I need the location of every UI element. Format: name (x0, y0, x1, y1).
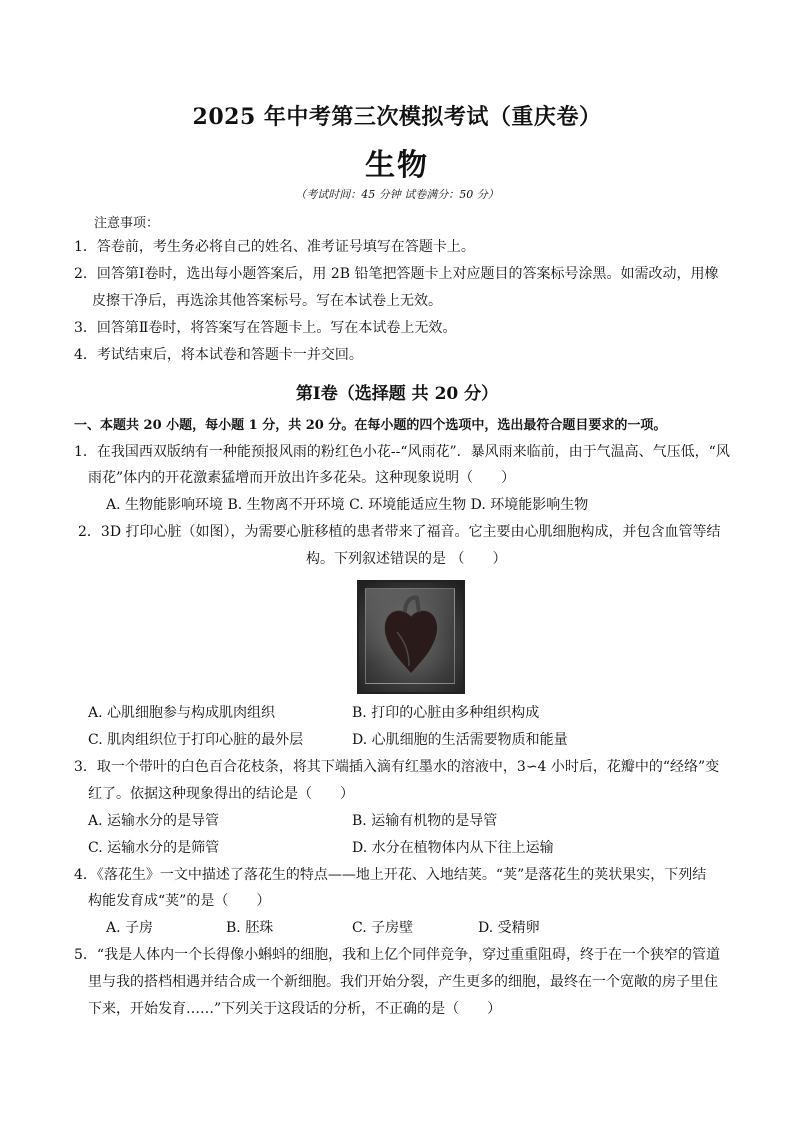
subject-title: 生物 (365, 148, 429, 183)
q4-option-c: C. 子房壁 (352, 920, 414, 936)
q4-option-b: B. 胚珠 (226, 920, 274, 936)
q4-line1: 4．《落花生》一文中描述了落花生的特点——地上开花、入地结荚。“荚”是落花生的荚状果实，下列结 (74, 867, 707, 883)
q3-option-d: D. 水分在植物体内从下往上运输 (352, 840, 554, 856)
part-instruction-prefix: 一、本题共 20 小题，每小题 1 分，共 20 分。在每小题的 (74, 418, 420, 433)
q2-option-a: A. 心肌细胞参与构成肌肉组织 (88, 705, 276, 721)
exam-title: 2025 年中考第三次模拟考试（重庆卷） (192, 104, 602, 130)
exam-info: （考试时间：45 分钟 试卷满分：50 分） (295, 188, 499, 201)
q1-line2: 雨花”体内的开花激素猛增而开放出许多花朵。这种现象说明（ ） (88, 470, 516, 486)
q2-option-d: D. 心肌细胞的生活需要物质和能量 (352, 732, 568, 748)
notice-item: 2．回答第Ⅰ卷时，选出每小题答案后，用 2B 铅笔把答题卡上对应题目的答案标号涂黑。如需改动，用橡 (74, 266, 719, 282)
notice-item: 4．考试结束后，将本试卷和答题卡一并交回。 (74, 347, 363, 363)
q3-option-b: B. 运输有机物的是导管 (352, 813, 498, 829)
q2-line1: 2．3D 打印心脏（如图），为需要心脏移植的患者带来了福音。它主要由心肌细胞构成，并包含血管等结 (78, 524, 721, 540)
notice-item: 3．回答第Ⅱ卷时，将答案写在答题卡上。写在本试卷上无效。 (74, 320, 457, 336)
q3-line2: 红了。依据这种现象得出的结论是（ ） (88, 786, 354, 802)
q4-option-a: A. 子房 (106, 920, 154, 936)
q2-line2: 构。下列叙述错误的是 （ ） (306, 551, 507, 567)
q3-option-c: C. 运输水分的是筛管 (88, 840, 220, 856)
q4-line2: 构能发育成“荚”的是（ ） (88, 893, 271, 909)
q1-options: A. 生物能影响环境 B. 生物离不开环境 C. 环境能适应生物 D. 环境能影响生物 (106, 497, 589, 513)
q3-option-a: A. 运输水分的是导管 (88, 813, 220, 829)
heart-model-image (357, 580, 465, 694)
section-heading: 第Ⅰ卷（选择题 共 20 分） (295, 384, 499, 404)
part-instruction-suffix: ，选出最符合题目要求的一项。 (484, 418, 667, 433)
q1-line1: 1．在我国西双版纳有一种能预报风雨的粉红色小花--“风雨花”．暴风雨来临前，由于气温高、气压低，“风 (74, 444, 730, 460)
q5-line2: 里与我的搭档相遇并结合成一个新细胞。我们开始分裂，产生更多的细胞，最终在一个宽敞的房子里住 (88, 974, 718, 990)
notice-heading: 注意事项： (94, 216, 160, 231)
notice-item: 皮擦干净后，再选涂其他答案标号。写在本试卷上无效。 (92, 293, 442, 309)
q5-line3: 下来，开始发育……”下列关于这段话的分析，不正确的是（ ） (88, 1001, 502, 1017)
q3-line1: 3．取一个带叶的白色百合花枝条，将其下端插入滴有红墨水的溶液中，3∽4 小时后，花瓣中的“经络”变 (74, 759, 720, 775)
part-instruction-bold: 四个选项中 (419, 418, 485, 433)
notice-item: 1．答卷前，考生务必将自己的姓名、准考证号填写在答题卡上。 (74, 239, 475, 255)
q5-line1: 5．“我是人体内一个长得像小蝌蚪的细胞，我和上亿个同伴竞争，穿过重重阻碍，终于在一个狭窄的管道 (74, 947, 721, 963)
q2-option-c: C. 肌肉组织位于打印心脏的最外层 (88, 732, 304, 748)
q2-option-b: B. 打印的心脏由多种组织构成 (352, 705, 540, 721)
part-instruction (74, 414, 666, 433)
q4-option-d: D. 受精卵 (478, 920, 540, 936)
